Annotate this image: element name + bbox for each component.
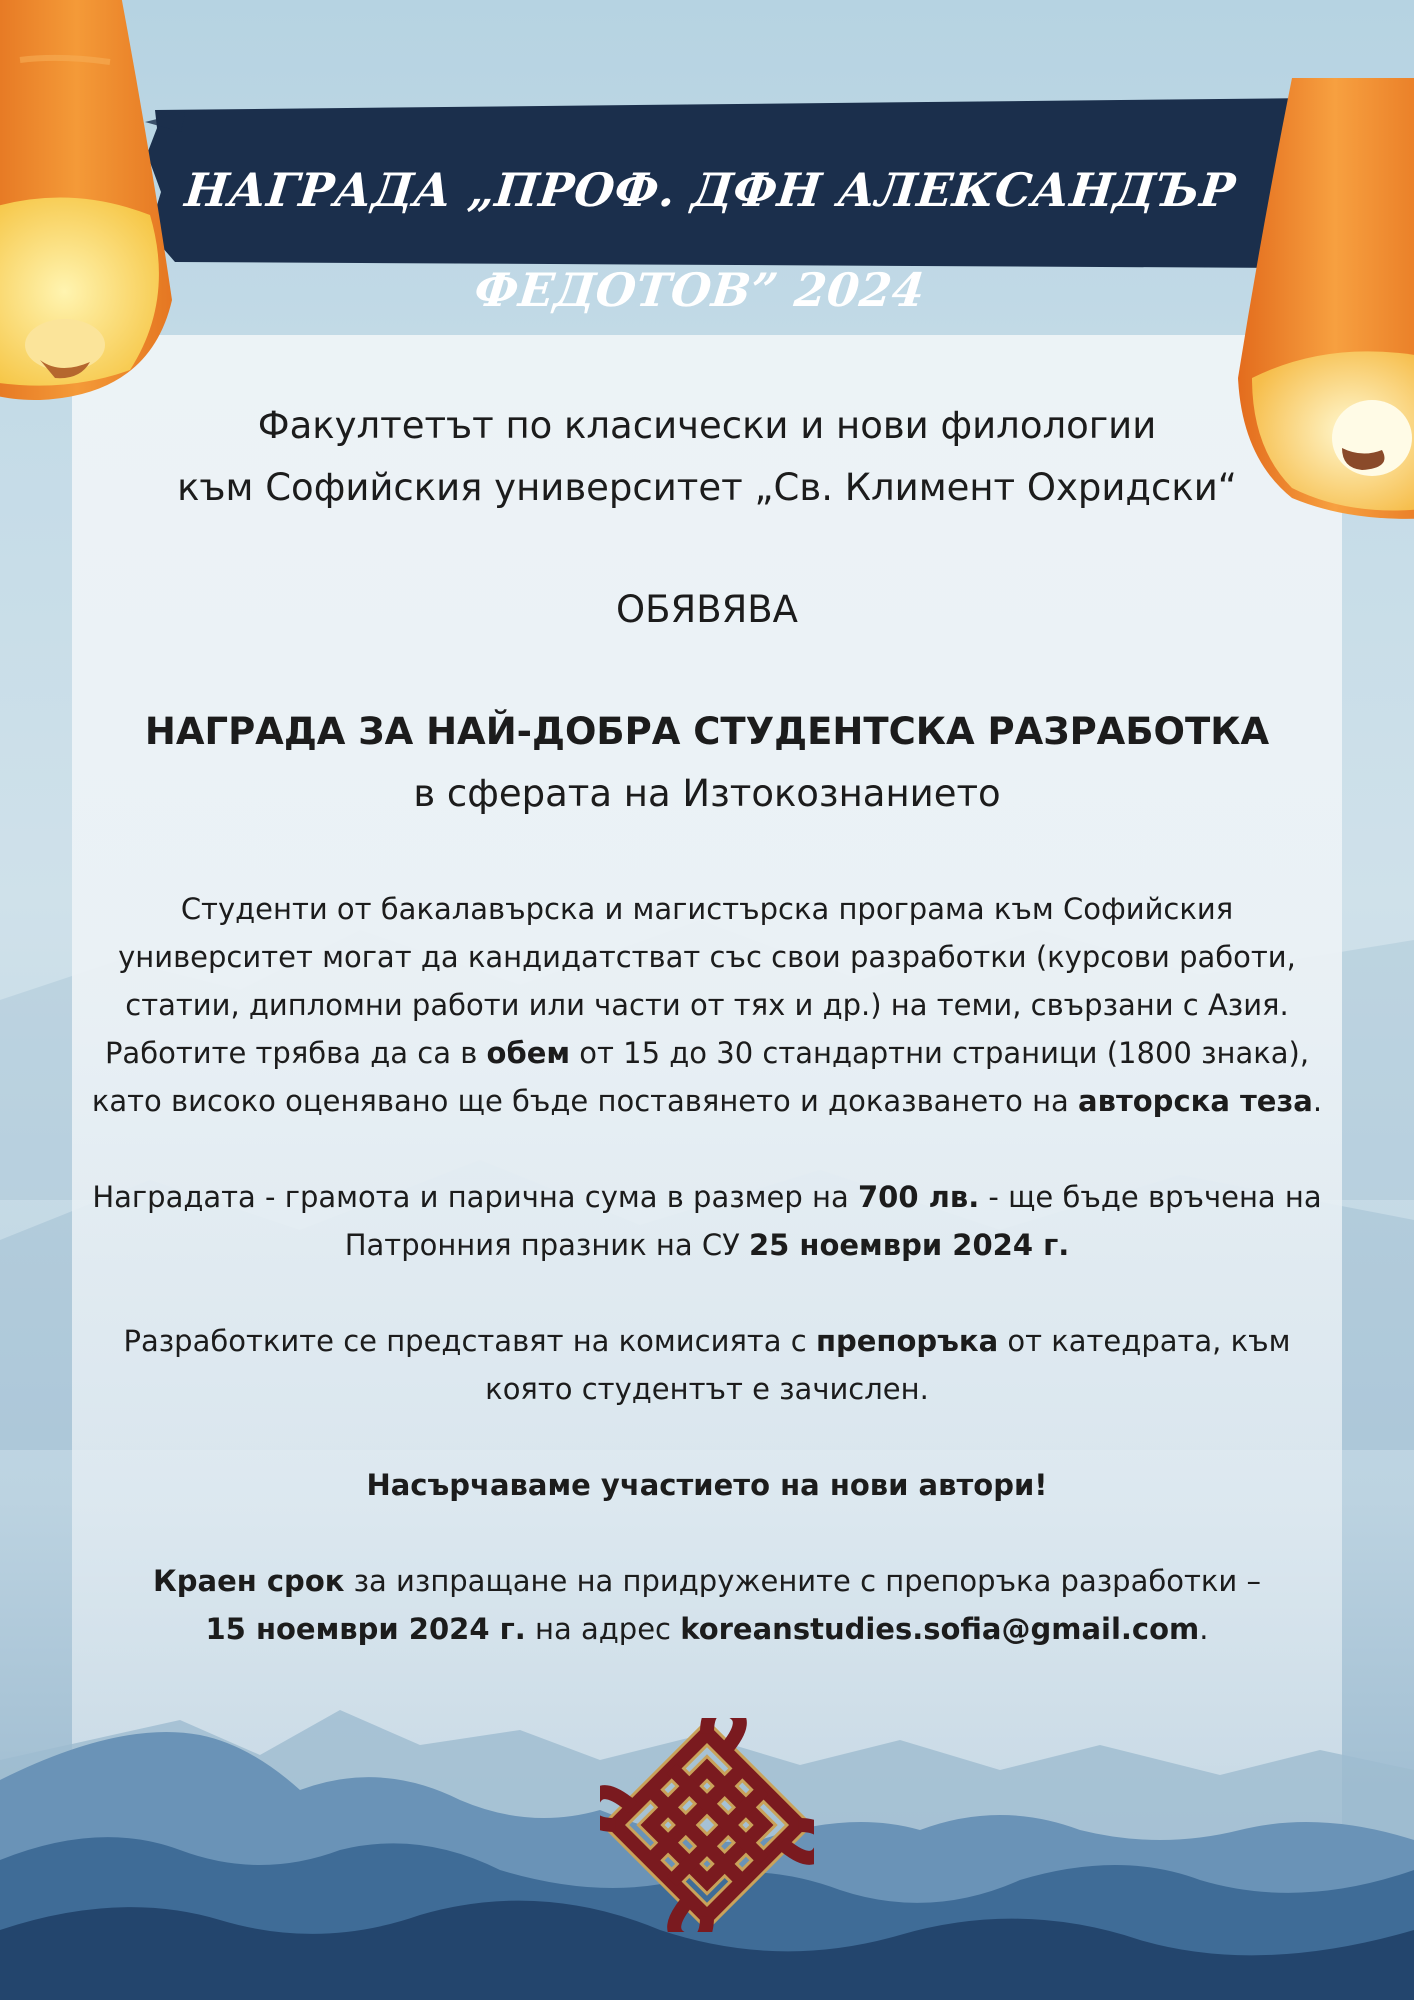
prize-date: 25 ноември 2024 г. [748,1228,1070,1262]
award-subtitle: в сферата на Изтокознанието [413,772,1001,815]
recommendation-bold: препоръка [815,1324,999,1358]
recommendation-pre: Разработките се представят на комисията с [123,1324,816,1358]
endless-knot-icon [600,1718,814,1932]
volume-post: от 15 до 30 стандартни страници (1800 знака), [570,1036,1310,1070]
encourage-text: Насърчаваме участието на нови автори! [366,1468,1048,1502]
faculty-line-2: към Софийския университет „Св. Климент Охридски“ [177,466,1237,509]
prize-text [90,1173,1324,1269]
page-title: НАГРАДА „ПРОФ. ДФН АЛЕКСАНДЪР ФЕДОТОВ” 2024 [182,163,1239,317]
recommendation-post: от катедрата, към която студентът е зачислен. [485,1324,1291,1406]
prize-amount: 700 лв. [857,1180,980,1214]
deadline-line-1 [90,1557,1324,1605]
email-link[interactable]: koreanstudies.sofia@gmail.com [680,1612,1200,1646]
award-title: НАГРАДА ЗА НАЙ-ДОБРА СТУДЕНТСКА РАЗРАБОТКА [144,710,1270,753]
deadline-text: за изпращане на придружените с препоръка разработки – [344,1564,1261,1598]
faculty-line-1: Факултетът по класически и нови филологии [257,404,1157,447]
deadline-end: . [1199,1612,1209,1646]
recommendation-text [90,1317,1324,1413]
announces-heading: ОБЯВЯВА [615,588,798,631]
thesis-text [90,1077,1324,1125]
address-label: на адрес [525,1612,681,1646]
prize-mid: - ще бъде връчена на Патронния празник на СУ [344,1180,1322,1262]
deadline-line-2 [90,1605,1324,1653]
thesis-post: . [1312,1084,1323,1118]
announcement-body [90,395,1324,1653]
thesis-bold: авторска теза [1078,1084,1313,1118]
eligibility-text: Студенти от бакалавърска и магистърска програма към Софийския университет могат да кандидатстват със свои разработки (курсови работи, статии, дипломни работи или части от тях и др.) на теми, свързани с Азия. [118,892,1296,1022]
volume-text [90,1029,1324,1077]
prize-pre: Наградата - грамота и парична сума в размер на [92,1180,858,1214]
volume-bold: обем [486,1036,571,1070]
thesis-pre: като високо оценявано ще бъде поставянето и доказването на [91,1084,1079,1118]
deadline-date: 15 ноември 2024 г. [205,1612,526,1646]
volume-pre: Работите трябва да са в [104,1036,487,1070]
deadline-label: Краен срок [153,1564,345,1598]
